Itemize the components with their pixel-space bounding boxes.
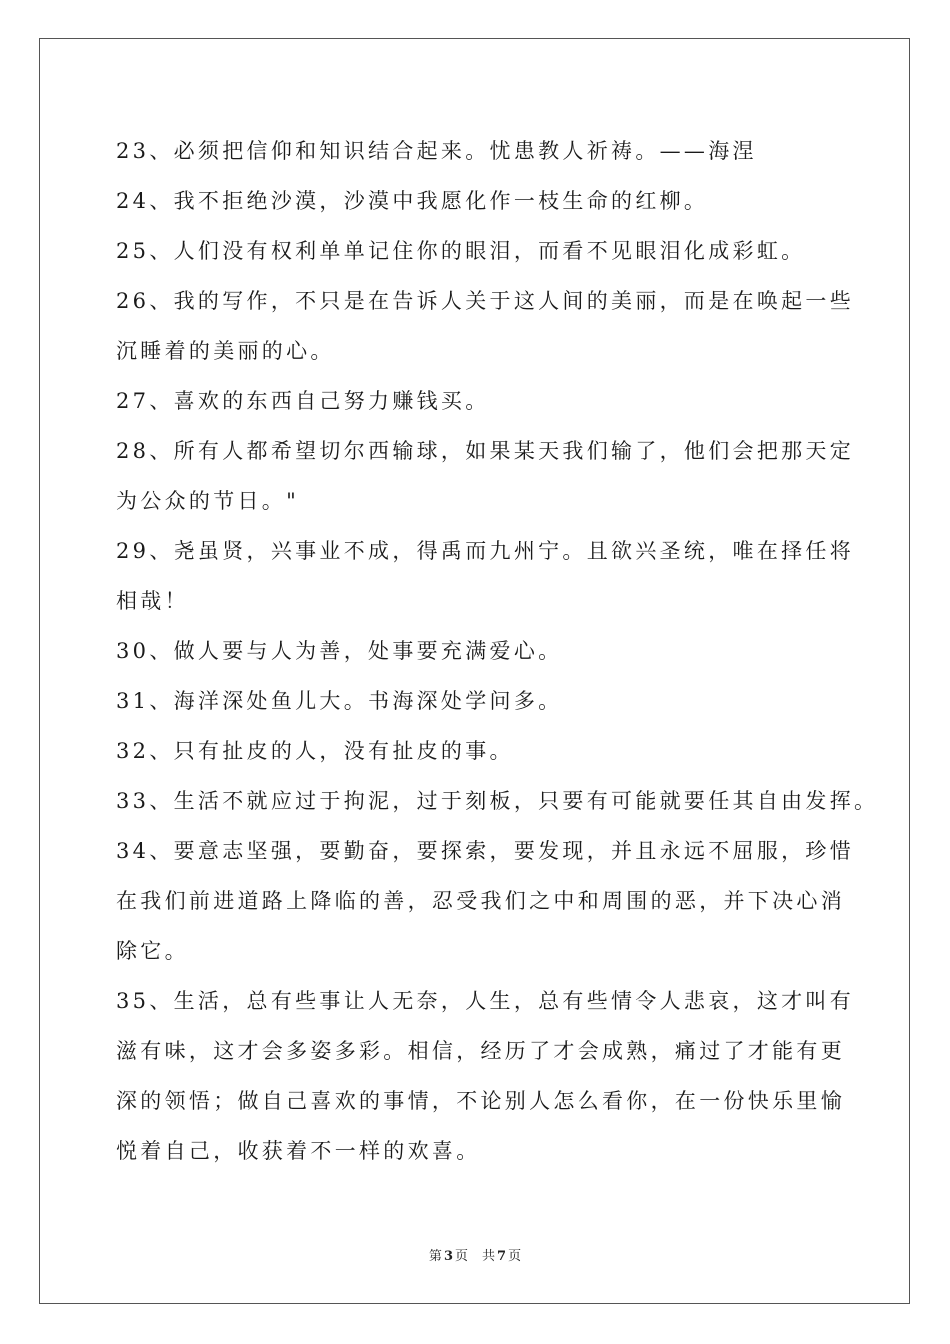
text-line: 35、生活，总有些事让人无奈，人生，总有些情令人悲哀，这才叫有 — [116, 989, 855, 1013]
text-line: 为公众的节日。" — [116, 489, 300, 513]
page-current: 3 — [443, 1249, 453, 1264]
text-line: 33、生活不就应过于拘泥，过于刻板，只要有可能就要任其自由发挥。 — [116, 789, 879, 813]
text-line: 29、尧虽贤，兴事业不成，得禹而九州宁。且欲兴圣统，唯在择任将 — [116, 539, 855, 563]
text-line: 32、只有扯皮的人，没有扯皮的事。 — [116, 739, 514, 763]
text-line: 24、我不拒绝沙漠，沙漠中我愿化作一枝生命的红柳。 — [116, 189, 709, 213]
text-line: 26、我的写作，不只是在告诉人关于这人间的美丽，而是在唤起一些 — [116, 289, 855, 313]
page-total: 7 — [497, 1249, 507, 1264]
page-suffix: 页 — [454, 1249, 468, 1264]
text-line: 深的领悟；做自己喜欢的事情，不论别人怎么看你，在一份快乐里愉 — [116, 1089, 845, 1113]
text-line: 沉睡着的美丽的心。 — [116, 339, 335, 363]
text-line: 25、人们没有权利单单记住你的眼泪，而看不见眼泪化成彩虹。 — [116, 239, 806, 263]
text-line: 除它。 — [116, 939, 189, 963]
document-body — [116, 126, 879, 1176]
text-line: 在我们前进道路上降临的善，忍受我们之中和周围的恶，并下决心消 — [116, 889, 845, 913]
text-line: 23、必须把信仰和知识结合起来。忧患教人祈祷。——海涅 — [116, 139, 757, 163]
text-line: 31、海洋深处鱼儿大。书海深处学问多。 — [116, 689, 563, 713]
page-footer — [0, 1245, 950, 1264]
text-line: 30、做人要与人为善，处事要充满爱心。 — [116, 639, 563, 663]
text-line: 相哉！ — [116, 589, 189, 613]
text-line: 28、所有人都希望切尔西输球，如果某天我们输了，他们会把那天定 — [116, 439, 855, 463]
text-line: 滋有味，这才会多姿多彩。相信，经历了才会成熟，痛过了才能有更 — [116, 1039, 845, 1063]
page-prefix: 第 — [428, 1249, 442, 1264]
text-line: 27、喜欢的东西自己努力赚钱买。 — [116, 389, 490, 413]
text-line: 悦着自己，收获着不一样的欢喜。 — [116, 1139, 481, 1163]
total-suffix: 页 — [508, 1249, 522, 1264]
text-line: 34、要意志坚强，要勤奋，要探索，要发现，并且永远不屈服，珍惜 — [116, 839, 855, 863]
total-prefix: 共 — [482, 1249, 496, 1264]
